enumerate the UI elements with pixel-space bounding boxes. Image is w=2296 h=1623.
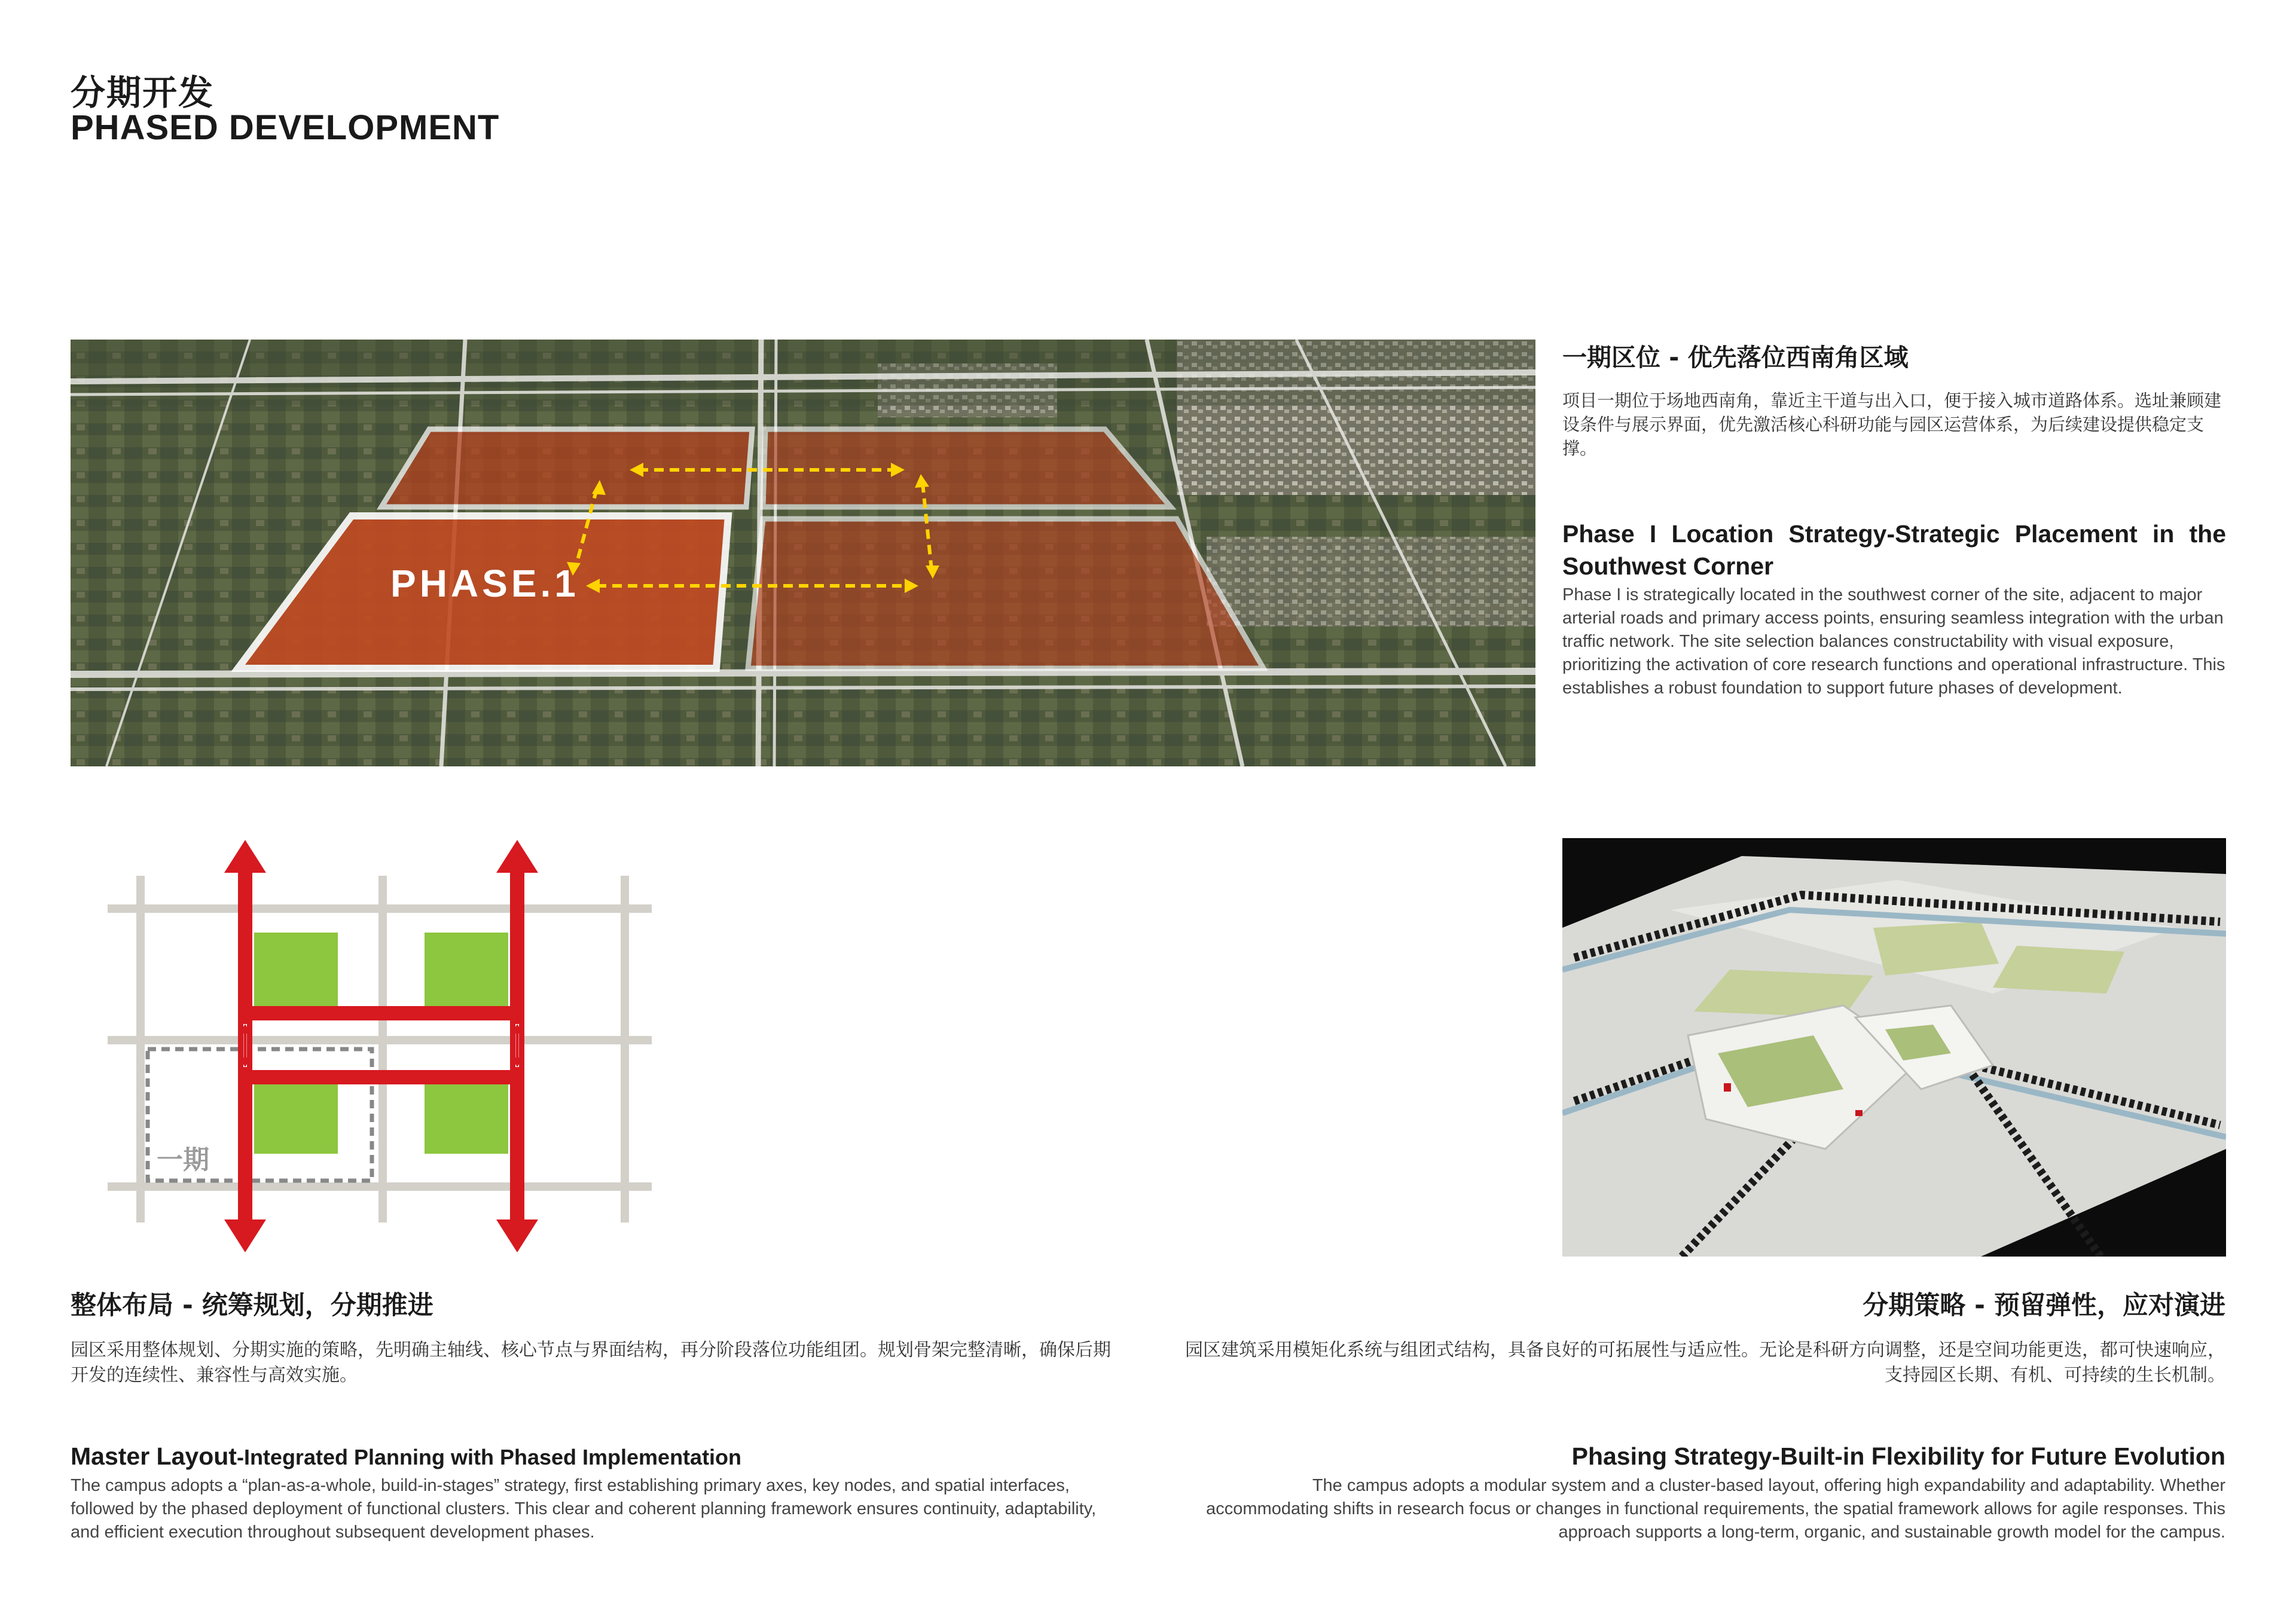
- master-layout-heading-main: Master Layout: [71, 1442, 237, 1470]
- campus-model-photo: [1562, 838, 2226, 1257]
- master-layout-body-zh: 园区采用整体规划、分期实施的策略，先明确主轴线、核心节点与界面结构，再分阶段落位功能组团。规划骨架完整清晰，确保后期开发的连续性、兼容性与高效实施。: [71, 1340, 1111, 1386]
- phasing-strategy-heading-zh: 分期策略 - 预留弹性，应对演进: [1863, 1291, 2225, 1321]
- master-layout-diagram: [102, 834, 658, 1258]
- arrow-up-icon: [224, 840, 266, 873]
- green-block: [254, 933, 338, 1013]
- green-block: [254, 1073, 338, 1154]
- phase1-heading-en: Phase I Location Strategy-Strategic Placement in the Southwest Corner: [1562, 520, 2226, 580]
- phasing-strategy-body-zh: 园区建筑采用模矩化系统与组团式结构，具备良好的可拓展性与适应性。无论是科研方向调整，还是空间功能更迭，都可快速响应，支持园区长期、有机、可持续的生长机制。: [1185, 1340, 2225, 1386]
- phase-1-label: PHASE.1: [390, 562, 579, 605]
- page-title-zh: 分期开发: [71, 72, 215, 113]
- phase1-body-en: Phase I is strategically located in the southwest corner of the site, adjacent to major arterial roads and primary access points, ensuring seamless integration with the urban traffic network. The site selection balances constructability with visual exposure, prioritizing the activation of core research functions and operational infrastructure. This establishes a robust foundation to support future phases of development.: [1562, 585, 2225, 698]
- phase1-diagram-label: 一期: [157, 1145, 209, 1175]
- arrow-down-icon: [496, 1219, 538, 1252]
- page-title-en: PHASED DEVELOPMENT: [71, 108, 500, 147]
- phase1-heading-zh: 一期区位 - 优先落位西南角区域: [1562, 343, 1909, 372]
- master-layout-heading-en: [71, 1442, 741, 1471]
- aerial-site-photo: [71, 340, 1535, 766]
- phasing-strategy-body-en: The campus adopts a modular system and a cluster-based layout, offering high expandability and adaptability. Whether accommodating shifts in research focus or changes in functional requirements, the spatial framework allows for agile responses. This approach supports a long-term, organic, and sustainable growth model for the campus.: [1206, 1476, 2225, 1542]
- master-layout-body-en: The campus adopts a “plan-as-a-whole, build-in-stages” strategy, first establishing primary axes, key nodes, and spatial interfaces, followed by the phased deployment of functional clusters. This clear and coherent planning framework ensures continuity, adaptability, and efficient execution throughout subsequent development phases.: [71, 1476, 1097, 1542]
- master-layout-heading-sub: -Integrated Planning with Phased Implementation: [236, 1445, 742, 1469]
- green-block: [425, 933, 508, 1013]
- phase1-body-zh: 项目一期位于场地西南角，靠近主干道与出入口，便于接入城市道路体系。选址兼顾建设条件与展示界面，优先激活核心科研功能与园区运营体系，为后续建设提供稳定支撑。: [1562, 390, 2222, 459]
- phasing-strategy-heading-en: Phasing Strategy-Built-in Flexibility for Future Evolution: [1571, 1442, 2225, 1470]
- arrow-down-icon: [224, 1219, 266, 1252]
- master-layout-heading-zh: 整体布局 - 统筹规划，分期推进: [71, 1291, 433, 1321]
- green-block: [425, 1073, 508, 1154]
- arrow-up-icon: [496, 840, 538, 873]
